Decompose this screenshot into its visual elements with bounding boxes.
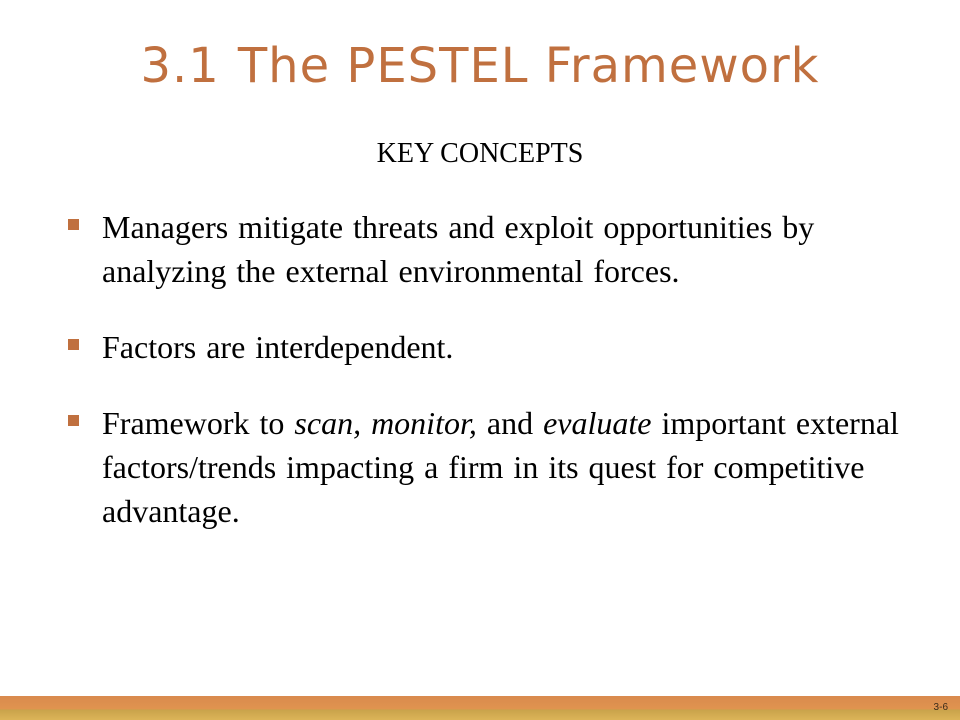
title-number: 3.1 [140, 38, 220, 94]
footer-bar [0, 696, 960, 720]
square-bullet-icon [68, 219, 79, 230]
bullet-text-emphasis: scan, monitor, [294, 405, 477, 441]
bullet-text-segment: and [476, 405, 544, 441]
slide-subtitle: KEY CONCEPTS [376, 138, 584, 169]
slide-number: 3-6 [933, 702, 948, 713]
square-bullet-icon [68, 415, 79, 426]
title-text: The PESTEL Framework [237, 38, 820, 94]
bullet-item [62, 205, 902, 293]
bullet-item [62, 401, 902, 533]
bullet-text: Managers mitigate threats and exploit opportunities by analyzing the external environmental forces. [102, 209, 815, 289]
bullet-text-emphasis: evaluate [543, 405, 652, 441]
bullet-text-segment: important external factors/trends impacting a firm in its quest for competitive advantage. [102, 405, 899, 529]
bullet-text: Factors are interdependent. [102, 329, 454, 365]
square-bullet-icon [68, 339, 79, 350]
bullet-list [62, 205, 902, 533]
slide-title [0, 38, 960, 94]
bullet-text-segment: Framework to [102, 405, 295, 441]
bullet-item [62, 325, 902, 369]
